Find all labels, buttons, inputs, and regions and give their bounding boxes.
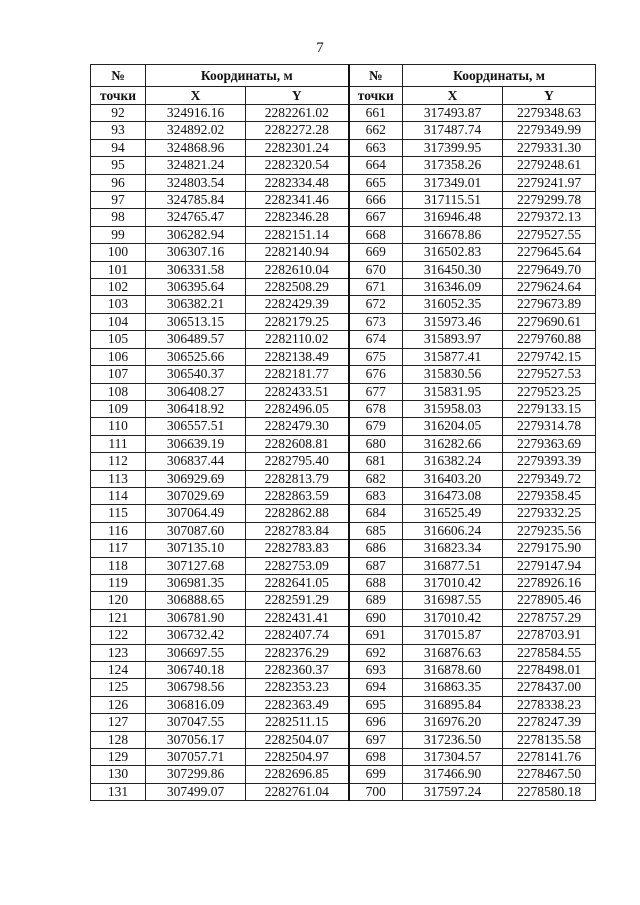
coord-x-right: 316823.34 bbox=[403, 540, 503, 557]
coord-y-left: 2282334.48 bbox=[246, 174, 349, 191]
coord-x-left: 307087.60 bbox=[146, 522, 246, 539]
coord-x-right: 316877.51 bbox=[403, 557, 503, 574]
table-row bbox=[91, 487, 596, 504]
coord-y-left: 2282783.83 bbox=[246, 540, 349, 557]
point-number-right: 695 bbox=[349, 696, 403, 713]
table-row bbox=[91, 279, 596, 296]
point-number-right: 680 bbox=[349, 435, 403, 452]
coord-y-right: 2279348.63 bbox=[503, 105, 596, 122]
point-number-right: 697 bbox=[349, 731, 403, 748]
coord-x-left: 307499.07 bbox=[146, 783, 246, 800]
table-row bbox=[91, 522, 596, 539]
coord-x-right: 316863.35 bbox=[403, 679, 503, 696]
coord-y-right: 2279358.45 bbox=[503, 487, 596, 504]
point-number-right: 669 bbox=[349, 244, 403, 261]
point-number-right: 664 bbox=[349, 157, 403, 174]
point-number-right: 668 bbox=[349, 226, 403, 243]
coord-y-left: 2282504.97 bbox=[246, 749, 349, 766]
coord-y-right: 2279349.72 bbox=[503, 470, 596, 487]
coord-y-right: 2279363.69 bbox=[503, 435, 596, 452]
point-number-left: 112 bbox=[91, 453, 146, 470]
point-number-left: 97 bbox=[91, 192, 146, 209]
point-number-right: 678 bbox=[349, 400, 403, 417]
coordinates-table bbox=[90, 64, 596, 801]
point-number-left: 101 bbox=[91, 261, 146, 278]
table-row bbox=[91, 714, 596, 731]
coord-x-right: 317010.42 bbox=[403, 609, 503, 626]
coord-y-right: 2278467.50 bbox=[503, 766, 596, 783]
coord-y-right: 2278584.55 bbox=[503, 644, 596, 661]
coord-x-left: 306513.15 bbox=[146, 313, 246, 330]
table-row bbox=[91, 592, 596, 609]
point-number-left: 115 bbox=[91, 505, 146, 522]
coord-x-right: 316382.24 bbox=[403, 453, 503, 470]
coord-y-left: 2282429.39 bbox=[246, 296, 349, 313]
point-number-right: 672 bbox=[349, 296, 403, 313]
coord-x-right: 316946.48 bbox=[403, 209, 503, 226]
point-number-right: 679 bbox=[349, 418, 403, 435]
table-row bbox=[91, 679, 596, 696]
table-row bbox=[91, 557, 596, 574]
table-row bbox=[91, 105, 596, 122]
point-number-left: 92 bbox=[91, 105, 146, 122]
coord-y-right: 2279299.78 bbox=[503, 192, 596, 209]
table-row bbox=[91, 331, 596, 348]
coord-x-right: 316052.35 bbox=[403, 296, 503, 313]
point-number-left: 119 bbox=[91, 574, 146, 591]
point-number-left: 121 bbox=[91, 609, 146, 626]
coord-y-left: 2282508.29 bbox=[246, 279, 349, 296]
table-row bbox=[91, 574, 596, 591]
coord-y-left: 2282504.07 bbox=[246, 731, 349, 748]
coord-x-left: 306639.19 bbox=[146, 435, 246, 452]
coord-x-right: 316502.83 bbox=[403, 244, 503, 261]
table-row bbox=[91, 731, 596, 748]
coord-y-right: 2279235.56 bbox=[503, 522, 596, 539]
coord-x-left: 306307.16 bbox=[146, 244, 246, 261]
coord-y-right: 2279332.25 bbox=[503, 505, 596, 522]
coord-x-right: 317399.95 bbox=[403, 139, 503, 156]
table-row bbox=[91, 540, 596, 557]
coord-x-right: 316346.09 bbox=[403, 279, 503, 296]
coord-y-right: 2279393.39 bbox=[503, 453, 596, 470]
coord-x-left: 306732.42 bbox=[146, 627, 246, 644]
point-number-left: 114 bbox=[91, 487, 146, 504]
point-header-right: точки bbox=[349, 87, 403, 105]
coord-x-left: 306888.65 bbox=[146, 592, 246, 609]
table-row bbox=[91, 157, 596, 174]
point-number-right: 699 bbox=[349, 766, 403, 783]
table-row bbox=[91, 226, 596, 243]
point-number-left: 128 bbox=[91, 731, 146, 748]
y-header-right: Y bbox=[503, 87, 596, 105]
point-number-left: 99 bbox=[91, 226, 146, 243]
point-number-left: 120 bbox=[91, 592, 146, 609]
coord-y-right: 2278580.18 bbox=[503, 783, 596, 800]
coord-y-left: 2282346.28 bbox=[246, 209, 349, 226]
point-number-right: 666 bbox=[349, 192, 403, 209]
point-number-right: 661 bbox=[349, 105, 403, 122]
coord-x-right: 316525.49 bbox=[403, 505, 503, 522]
coord-y-left: 2282181.77 bbox=[246, 366, 349, 383]
coord-y-left: 2282753.09 bbox=[246, 557, 349, 574]
coord-x-left: 306525.66 bbox=[146, 348, 246, 365]
coord-x-left: 306816.09 bbox=[146, 696, 246, 713]
point-number-left: 109 bbox=[91, 400, 146, 417]
coord-y-left: 2282179.25 bbox=[246, 313, 349, 330]
table-row bbox=[91, 348, 596, 365]
coord-y-right: 2278141.76 bbox=[503, 749, 596, 766]
coord-y-right: 2279649.70 bbox=[503, 261, 596, 278]
coord-x-left: 306408.27 bbox=[146, 383, 246, 400]
coord-x-left: 307064.49 bbox=[146, 505, 246, 522]
coord-x-right: 315958.03 bbox=[403, 400, 503, 417]
coord-y-left: 2282863.59 bbox=[246, 487, 349, 504]
point-number-left: 129 bbox=[91, 749, 146, 766]
point-number-right: 686 bbox=[349, 540, 403, 557]
coord-x-right: 316976.20 bbox=[403, 714, 503, 731]
coord-x-left: 307029.69 bbox=[146, 487, 246, 504]
table-row bbox=[91, 366, 596, 383]
coord-x-left: 324916.16 bbox=[146, 105, 246, 122]
coord-y-right: 2278135.58 bbox=[503, 731, 596, 748]
coord-x-right: 315893.97 bbox=[403, 331, 503, 348]
table-row bbox=[91, 609, 596, 626]
coord-x-right: 316450.30 bbox=[403, 261, 503, 278]
coord-x-left: 307299.86 bbox=[146, 766, 246, 783]
point-number-right: 665 bbox=[349, 174, 403, 191]
coord-y-left: 2282301.24 bbox=[246, 139, 349, 156]
coord-x-right: 317015.87 bbox=[403, 627, 503, 644]
point-number-right: 692 bbox=[349, 644, 403, 661]
coord-y-left: 2282813.79 bbox=[246, 470, 349, 487]
point-number-left: 93 bbox=[91, 122, 146, 139]
point-number-left: 102 bbox=[91, 279, 146, 296]
x-header-left: X bbox=[146, 87, 246, 105]
point-number-right: 670 bbox=[349, 261, 403, 278]
point-number-right: 682 bbox=[349, 470, 403, 487]
coord-y-left: 2282511.15 bbox=[246, 714, 349, 731]
coord-y-right: 2279690.61 bbox=[503, 313, 596, 330]
table-row bbox=[91, 261, 596, 278]
coord-x-left: 306282.94 bbox=[146, 226, 246, 243]
point-number-left: 95 bbox=[91, 157, 146, 174]
coord-x-right: 315830.56 bbox=[403, 366, 503, 383]
coord-y-left: 2282272.28 bbox=[246, 122, 349, 139]
table-row bbox=[91, 174, 596, 191]
table-row bbox=[91, 139, 596, 156]
coord-x-right: 316606.24 bbox=[403, 522, 503, 539]
coord-x-left: 324892.02 bbox=[146, 122, 246, 139]
coord-y-right: 2278437.00 bbox=[503, 679, 596, 696]
coord-y-left: 2282138.49 bbox=[246, 348, 349, 365]
point-number-left: 125 bbox=[91, 679, 146, 696]
coord-y-right: 2279624.64 bbox=[503, 279, 596, 296]
coord-x-left: 306489.57 bbox=[146, 331, 246, 348]
coord-x-left: 307047.55 bbox=[146, 714, 246, 731]
coord-x-left: 306395.64 bbox=[146, 279, 246, 296]
coord-y-left: 2282376.29 bbox=[246, 644, 349, 661]
coord-x-right: 316895.84 bbox=[403, 696, 503, 713]
point-number-left: 96 bbox=[91, 174, 146, 191]
coord-y-left: 2282610.04 bbox=[246, 261, 349, 278]
coord-y-right: 2279527.53 bbox=[503, 366, 596, 383]
coord-y-right: 2279314.78 bbox=[503, 418, 596, 435]
coord-x-left: 306540.37 bbox=[146, 366, 246, 383]
table-row bbox=[91, 505, 596, 522]
point-number-right: 700 bbox=[349, 783, 403, 800]
point-number-left: 111 bbox=[91, 435, 146, 452]
coord-x-right: 316878.60 bbox=[403, 662, 503, 679]
coord-x-left: 306798.56 bbox=[146, 679, 246, 696]
coord-x-right: 317236.50 bbox=[403, 731, 503, 748]
point-number-right: 698 bbox=[349, 749, 403, 766]
point-number-left: 107 bbox=[91, 366, 146, 383]
point-number-left: 104 bbox=[91, 313, 146, 330]
coord-x-left: 306697.55 bbox=[146, 644, 246, 661]
point-number-right: 683 bbox=[349, 487, 403, 504]
coord-x-right: 317466.90 bbox=[403, 766, 503, 783]
coord-x-left: 306382.21 bbox=[146, 296, 246, 313]
point-header-left: точки bbox=[91, 87, 146, 105]
point-number-right: 687 bbox=[349, 557, 403, 574]
coord-x-right: 316403.20 bbox=[403, 470, 503, 487]
coord-x-right: 317115.51 bbox=[403, 192, 503, 209]
point-number-right: 675 bbox=[349, 348, 403, 365]
coord-y-right: 2278498.01 bbox=[503, 662, 596, 679]
table-row bbox=[91, 662, 596, 679]
coord-x-right: 316204.05 bbox=[403, 418, 503, 435]
table-row bbox=[91, 209, 596, 226]
coord-y-right: 2279523.25 bbox=[503, 383, 596, 400]
coord-y-right: 2279372.13 bbox=[503, 209, 596, 226]
point-number-left: 127 bbox=[91, 714, 146, 731]
point-number-left: 126 bbox=[91, 696, 146, 713]
table-row bbox=[91, 644, 596, 661]
coord-y-left: 2282591.29 bbox=[246, 592, 349, 609]
coord-x-left: 324868.96 bbox=[146, 139, 246, 156]
table-body bbox=[91, 105, 596, 801]
coord-y-right: 2278905.46 bbox=[503, 592, 596, 609]
coord-y-left: 2282608.81 bbox=[246, 435, 349, 452]
point-number-right: 671 bbox=[349, 279, 403, 296]
coord-y-left: 2282320.54 bbox=[246, 157, 349, 174]
coord-y-left: 2282151.14 bbox=[246, 226, 349, 243]
table-row bbox=[91, 627, 596, 644]
coord-x-right: 317304.57 bbox=[403, 749, 503, 766]
coord-y-right: 2278926.16 bbox=[503, 574, 596, 591]
coord-y-left: 2282496.05 bbox=[246, 400, 349, 417]
coord-x-right: 315831.95 bbox=[403, 383, 503, 400]
coord-x-right: 317487.74 bbox=[403, 122, 503, 139]
coord-x-left: 306740.18 bbox=[146, 662, 246, 679]
coord-x-left: 306331.58 bbox=[146, 261, 246, 278]
coord-x-left: 324803.54 bbox=[146, 174, 246, 191]
point-number-left: 113 bbox=[91, 470, 146, 487]
coord-y-right: 2278338.23 bbox=[503, 696, 596, 713]
coord-y-right: 2279527.55 bbox=[503, 226, 596, 243]
point-number-left: 98 bbox=[91, 209, 146, 226]
coord-y-left: 2282363.49 bbox=[246, 696, 349, 713]
table-row bbox=[91, 400, 596, 417]
point-number-right: 690 bbox=[349, 609, 403, 626]
point-number-right: 663 bbox=[349, 139, 403, 156]
point-number-left: 100 bbox=[91, 244, 146, 261]
table-row bbox=[91, 418, 596, 435]
coord-y-right: 2279248.61 bbox=[503, 157, 596, 174]
coord-y-left: 2282783.84 bbox=[246, 522, 349, 539]
table-row bbox=[91, 749, 596, 766]
point-number-left: 117 bbox=[91, 540, 146, 557]
num-header-right: № bbox=[349, 65, 403, 87]
coord-x-left: 307135.10 bbox=[146, 540, 246, 557]
coord-x-right: 316282.66 bbox=[403, 435, 503, 452]
coord-x-right: 315973.46 bbox=[403, 313, 503, 330]
coord-x-right: 317349.01 bbox=[403, 174, 503, 191]
page-number: 7 bbox=[316, 40, 324, 56]
point-number-left: 108 bbox=[91, 383, 146, 400]
x-header-right: X bbox=[403, 87, 503, 105]
coord-y-left: 2282431.41 bbox=[246, 609, 349, 626]
coord-y-right: 2279349.99 bbox=[503, 122, 596, 139]
point-number-right: 691 bbox=[349, 627, 403, 644]
table-row bbox=[91, 783, 596, 800]
table-row bbox=[91, 435, 596, 452]
y-header-left: Y bbox=[246, 87, 349, 105]
point-number-left: 130 bbox=[91, 766, 146, 783]
coord-y-right: 2278247.39 bbox=[503, 714, 596, 731]
coord-x-right: 316987.55 bbox=[403, 592, 503, 609]
point-number-left: 110 bbox=[91, 418, 146, 435]
table-row bbox=[91, 470, 596, 487]
table-row bbox=[91, 313, 596, 330]
coord-x-left: 324765.47 bbox=[146, 209, 246, 226]
coords-header-right: Координаты, м bbox=[403, 65, 596, 87]
point-number-left: 116 bbox=[91, 522, 146, 539]
coord-y-left: 2282353.23 bbox=[246, 679, 349, 696]
coord-x-right: 317597.24 bbox=[403, 783, 503, 800]
coord-y-left: 2282261.02 bbox=[246, 105, 349, 122]
point-number-right: 689 bbox=[349, 592, 403, 609]
point-number-left: 131 bbox=[91, 783, 146, 800]
point-number-right: 677 bbox=[349, 383, 403, 400]
coord-x-left: 306929.69 bbox=[146, 470, 246, 487]
coord-y-right: 2279742.15 bbox=[503, 348, 596, 365]
coords-header-left: Координаты, м bbox=[146, 65, 349, 87]
coord-y-left: 2282862.88 bbox=[246, 505, 349, 522]
coord-y-left: 2282795.40 bbox=[246, 453, 349, 470]
coord-y-left: 2282360.37 bbox=[246, 662, 349, 679]
point-number-right: 667 bbox=[349, 209, 403, 226]
coord-x-right: 316876.63 bbox=[403, 644, 503, 661]
coord-y-right: 2279760.88 bbox=[503, 331, 596, 348]
point-number-right: 684 bbox=[349, 505, 403, 522]
point-number-right: 676 bbox=[349, 366, 403, 383]
coord-y-left: 2282407.74 bbox=[246, 627, 349, 644]
coord-y-right: 2278757.29 bbox=[503, 609, 596, 626]
coord-y-left: 2282140.94 bbox=[246, 244, 349, 261]
table-row bbox=[91, 453, 596, 470]
table-row bbox=[91, 696, 596, 713]
coord-x-right: 317493.87 bbox=[403, 105, 503, 122]
coord-y-right: 2279133.15 bbox=[503, 400, 596, 417]
coord-x-right: 317010.42 bbox=[403, 574, 503, 591]
coord-x-left: 307056.17 bbox=[146, 731, 246, 748]
num-header-left: № bbox=[91, 65, 146, 87]
coord-x-left: 306781.90 bbox=[146, 609, 246, 626]
coord-x-left: 306837.44 bbox=[146, 453, 246, 470]
table-row bbox=[91, 766, 596, 783]
point-number-right: 674 bbox=[349, 331, 403, 348]
table-row bbox=[91, 383, 596, 400]
table-row bbox=[91, 244, 596, 261]
coord-y-left: 2282341.46 bbox=[246, 192, 349, 209]
coord-x-right: 315877.41 bbox=[403, 348, 503, 365]
point-number-left: 94 bbox=[91, 139, 146, 156]
coord-y-left: 2282433.51 bbox=[246, 383, 349, 400]
point-number-left: 123 bbox=[91, 644, 146, 661]
coord-x-left: 324785.84 bbox=[146, 192, 246, 209]
point-number-left: 106 bbox=[91, 348, 146, 365]
point-number-right: 694 bbox=[349, 679, 403, 696]
point-number-right: 673 bbox=[349, 313, 403, 330]
coord-y-left: 2282641.05 bbox=[246, 574, 349, 591]
point-number-right: 662 bbox=[349, 122, 403, 139]
coord-y-left: 2282110.02 bbox=[246, 331, 349, 348]
coord-y-left: 2282761.04 bbox=[246, 783, 349, 800]
coord-x-left: 324821.24 bbox=[146, 157, 246, 174]
coord-y-right: 2279331.30 bbox=[503, 139, 596, 156]
point-number-left: 118 bbox=[91, 557, 146, 574]
coord-y-right: 2278703.91 bbox=[503, 627, 596, 644]
table-row bbox=[91, 122, 596, 139]
coord-y-right: 2279241.97 bbox=[503, 174, 596, 191]
point-number-right: 685 bbox=[349, 522, 403, 539]
coord-y-right: 2279673.89 bbox=[503, 296, 596, 313]
point-number-right: 693 bbox=[349, 662, 403, 679]
point-number-right: 688 bbox=[349, 574, 403, 591]
coord-y-left: 2282696.85 bbox=[246, 766, 349, 783]
table-row bbox=[91, 296, 596, 313]
coord-x-right: 316678.86 bbox=[403, 226, 503, 243]
coord-x-left: 307127.68 bbox=[146, 557, 246, 574]
point-number-left: 124 bbox=[91, 662, 146, 679]
coord-y-right: 2279147.94 bbox=[503, 557, 596, 574]
coord-x-left: 306418.92 bbox=[146, 400, 246, 417]
table-row bbox=[91, 192, 596, 209]
coord-x-right: 317358.26 bbox=[403, 157, 503, 174]
coord-y-right: 2279175.90 bbox=[503, 540, 596, 557]
coord-y-left: 2282479.30 bbox=[246, 418, 349, 435]
point-number-left: 103 bbox=[91, 296, 146, 313]
point-number-left: 122 bbox=[91, 627, 146, 644]
coord-x-left: 307057.71 bbox=[146, 749, 246, 766]
coord-x-left: 306981.35 bbox=[146, 574, 246, 591]
point-number-left: 105 bbox=[91, 331, 146, 348]
coord-x-left: 306557.51 bbox=[146, 418, 246, 435]
coord-x-right: 316473.08 bbox=[403, 487, 503, 504]
coord-y-right: 2279645.64 bbox=[503, 244, 596, 261]
point-number-right: 696 bbox=[349, 714, 403, 731]
point-number-right: 681 bbox=[349, 453, 403, 470]
